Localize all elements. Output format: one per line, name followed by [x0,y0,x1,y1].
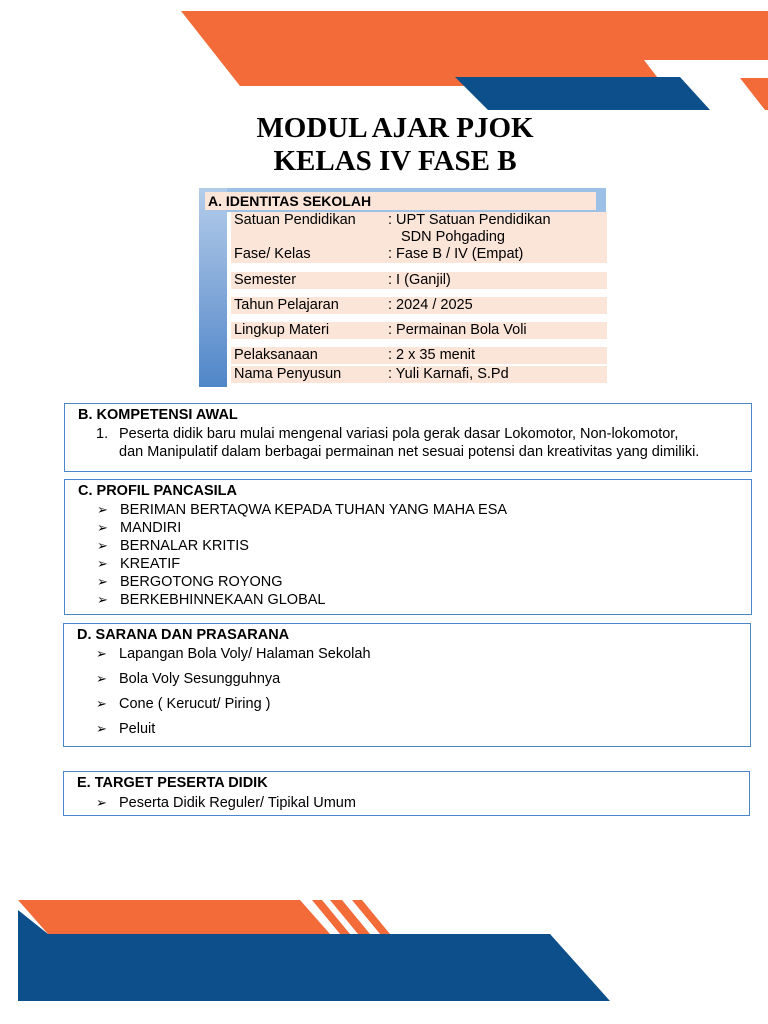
bullet-arrow-icon: ➢ [97,592,108,607]
list-item: BERNALAR KRITIS [120,538,249,554]
row-value: : Yuli Karnafi, S.Pd [388,366,509,382]
list-item: KREATIF [120,556,181,572]
bullet-arrow-icon: ➢ [96,721,107,736]
bullet-arrow-icon: ➢ [97,502,108,517]
row-label: Pelaksanaan [234,347,318,363]
identitas-row-tahun [231,297,607,314]
bullet-arrow-icon: ➢ [96,795,107,810]
kompetensi-number: 1. [96,426,109,442]
identitas-row-penyusun [231,366,607,383]
profil-heading: C. PROFIL PANCASILA [78,483,237,499]
target-heading: E. TARGET PESERTA DIDIK [77,775,268,791]
kompetensi-line1: Peserta didik baru mulai mengenal variasi pola gerak dasar Lokomotor, Non-lokomotor, [119,426,679,442]
row-label: Semester [234,272,297,288]
row-value: : 2 x 35 menit [388,347,476,363]
page-title-line2: KELAS IV FASE B [273,145,517,177]
identitas-side-strip [199,188,227,387]
row-value: : I (Ganjil) [388,272,451,288]
row-value: : UPT Satuan Pendidikan [388,212,551,228]
bullet-arrow-icon: ➢ [96,696,107,711]
identitas-row-fase [231,246,607,263]
row-label: Nama Penyusun [234,366,342,382]
list-item: BERIMAN BERTAQWA KEPADA TUHAN YANG MAHA ESA [120,502,508,518]
row-label: Lingkup Materi [234,322,330,338]
row-value: : Fase B / IV (Empat) [388,246,524,262]
row-value: : 2024 / 2025 [388,297,473,313]
list-item: BERGOTONG ROYONG [120,574,283,590]
list-item: BERKEBHINNEKAAN GLOBAL [120,592,326,608]
identitas-row-satuan [231,212,607,246]
bullet-arrow-icon: ➢ [97,556,108,571]
bullet-arrow-icon: ➢ [97,520,108,535]
row-label: Tahun Pelajaran [234,297,339,313]
bullet-arrow-icon: ➢ [96,671,107,686]
list-item: Peluit [119,721,156,737]
sarana-heading: D. SARANA DAN PRASARANA [77,627,290,643]
list-item: Lapangan Bola Voly/ Halaman Sekolah [119,646,371,662]
list-item: Bola Voly Sesungguhnya [119,671,281,687]
row-value: : Permainan Bola Voli [388,322,527,338]
row-label: Satuan Pendidikan [234,212,356,228]
identitas-row-lingkup [231,322,607,339]
row-value-cont: SDN Pohgading [401,229,505,245]
kompetensi-heading: B. KOMPETENSI AWAL [78,407,238,423]
identitas-heading: A. IDENTITAS SEKOLAH [205,192,596,210]
page-title-line1: MODUL AJAR PJOK [256,112,534,144]
kompetensi-line2: dan Manipulatif dalam berbagai permainan net sesuai potensi dan kreativitas yang dimiliki. [119,444,700,460]
identitas-row-pelaksanaan [231,347,607,364]
bullet-arrow-icon: ➢ [96,646,107,661]
row-label: Fase/ Kelas [234,246,311,262]
list-item: Peserta Didik Reguler/ Tipikal Umum [119,795,356,811]
bullet-arrow-icon: ➢ [97,574,108,589]
identitas-row-semester [231,272,607,289]
bullet-arrow-icon: ➢ [97,538,108,553]
list-item: MANDIRI [120,520,182,536]
list-item: Cone ( Kerucut/ Piring ) [119,696,271,712]
